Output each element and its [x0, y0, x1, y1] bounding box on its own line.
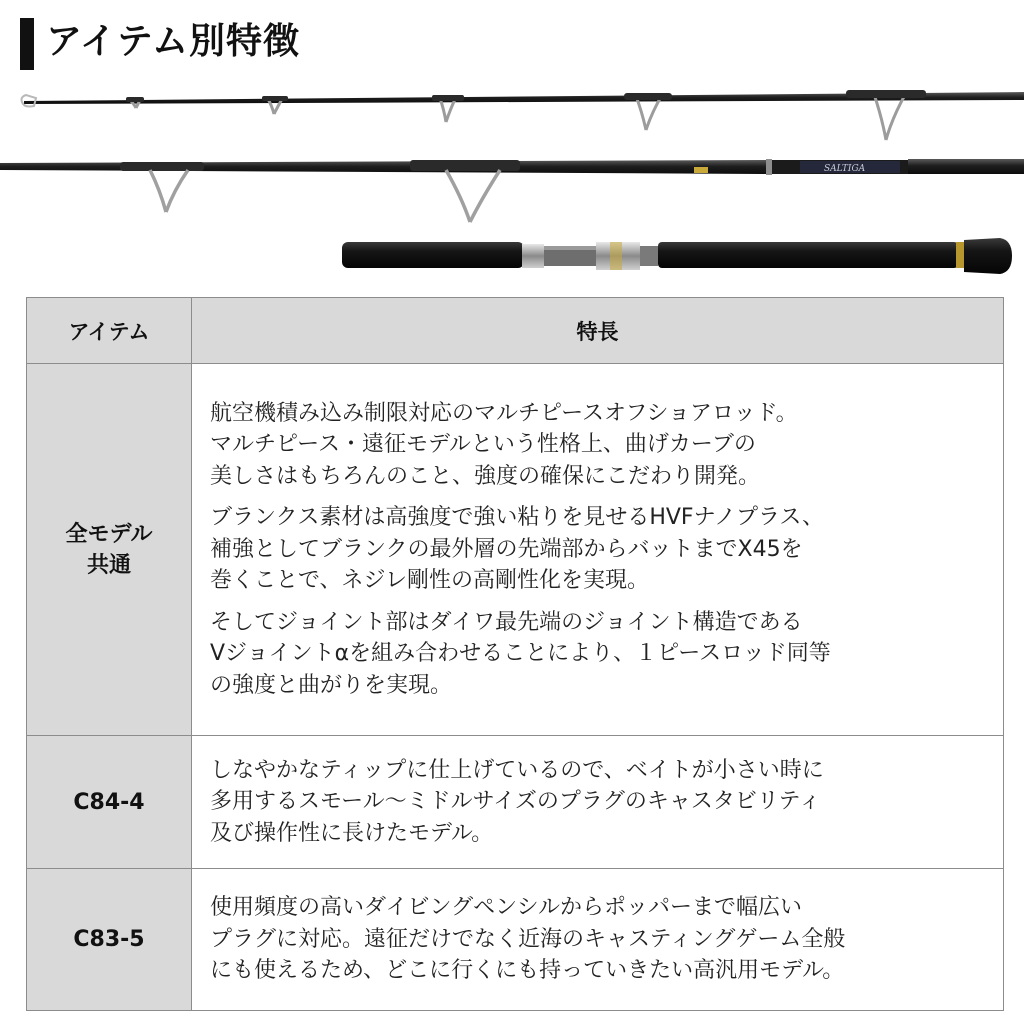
row-item-name: C83-5	[27, 869, 192, 1011]
row-description	[192, 364, 1004, 736]
row-description	[192, 869, 1004, 1011]
description-paragraph: そしてジョイント部はダイワ最先端のジョイント構造である Vジョイントαを組み合わせることにより、１ピースロッド同等 の強度と曲がりを実現。	[210, 609, 831, 698]
row-description	[192, 736, 1004, 869]
title-accent-bar	[20, 18, 34, 70]
page-title: アイテム別特徴	[46, 21, 300, 62]
product-image	[0, 80, 1024, 280]
rod-tip-section	[22, 90, 1024, 140]
description-paragraph: ブランクス素材は高強度で強い粘りを見せるHVFナノプラス、 補強としてブランクの最外層の先端部からバットまでX45を 巻くことで、ネジレ剛性の高剛性化を実現。	[210, 505, 825, 594]
rod-handle	[342, 238, 1012, 274]
table-row	[27, 364, 1004, 736]
description-paragraph: しなやかなティップに仕上げているので、ベイトが小さい時に 多用するスモール～ミドルサイズのプラグのキャスタビリティ 及び操作性に長けたモデル。	[210, 757, 824, 846]
brand-logo: SALTIGA	[824, 164, 866, 174]
row-item-name: 全モデル 共通	[27, 364, 192, 736]
header-feature: 特長	[192, 298, 1004, 364]
rod-butt-section	[0, 159, 1024, 222]
description-paragraph: 使用頻度の高いダイビングペンシルからポッパーまで幅広い プラグに対応。遠征だけでなく近海のキャスティングゲーム全般 にも使えるため、どこに行くにも持っていきたい高汎用モデル。	[210, 895, 846, 984]
description-paragraph: 航空機積み込み制限対応のマルチピースオフショアロッド。 マルチピース・遠征モデルという性格上、曲げカーブの 美しさはもちろんのこと、強度の確保にこだわり開発。	[210, 400, 798, 489]
table-row	[27, 736, 1004, 869]
header-item: アイテム	[27, 298, 192, 364]
feature-table	[26, 297, 1004, 1011]
table-row	[27, 869, 1004, 1011]
row-item-name: C84-4	[27, 736, 192, 869]
table-header-row	[27, 298, 1004, 364]
